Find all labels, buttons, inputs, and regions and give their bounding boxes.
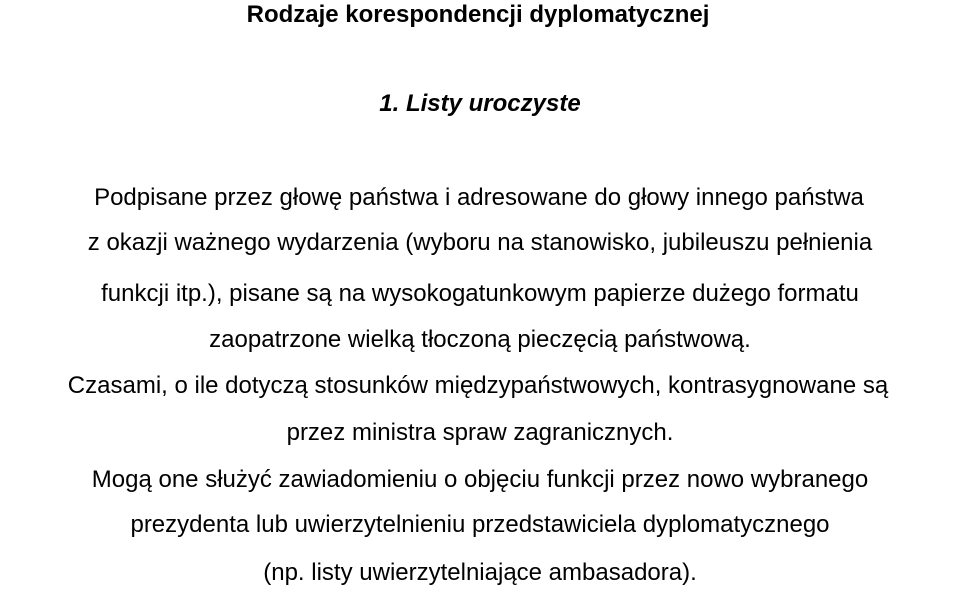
document-title: Rodzaje korespondencji dyplomatycznej <box>246 1 710 28</box>
paragraph-line: zaopatrzone wielką tłoczoną pieczęcią państwową. <box>209 326 751 353</box>
paragraph-line: (np. listy uwierzytelniające ambasadora). <box>263 559 697 586</box>
paragraph-line: funkcji itp.), pisane są na wysokogatunkowym papierze dużego formatu <box>101 280 859 307</box>
paragraph-line: Mogą one służyć zawiadomieniu o objęciu funkcji przez nowo wybranego <box>91 466 869 493</box>
paragraph-line: prezydenta lub uwierzytelnieniu przedstawiciela dyplomatycznego <box>130 511 830 538</box>
section-heading: 1. Listy uroczyste <box>379 90 581 117</box>
paragraph-line: Czasami, o ile dotyczą stosunków międzypaństwowych, kontrasygnowane są <box>67 372 889 399</box>
paragraph-line: z okazji ważnego wydarzenia (wyboru na stanowisko, jubileuszu pełnienia <box>87 229 873 256</box>
paragraph-line: Podpisane przez głowę państwa i adresowane do głowy innego państwa <box>94 184 864 211</box>
paragraph-line: przez ministra spraw zagranicznych. <box>286 419 674 446</box>
